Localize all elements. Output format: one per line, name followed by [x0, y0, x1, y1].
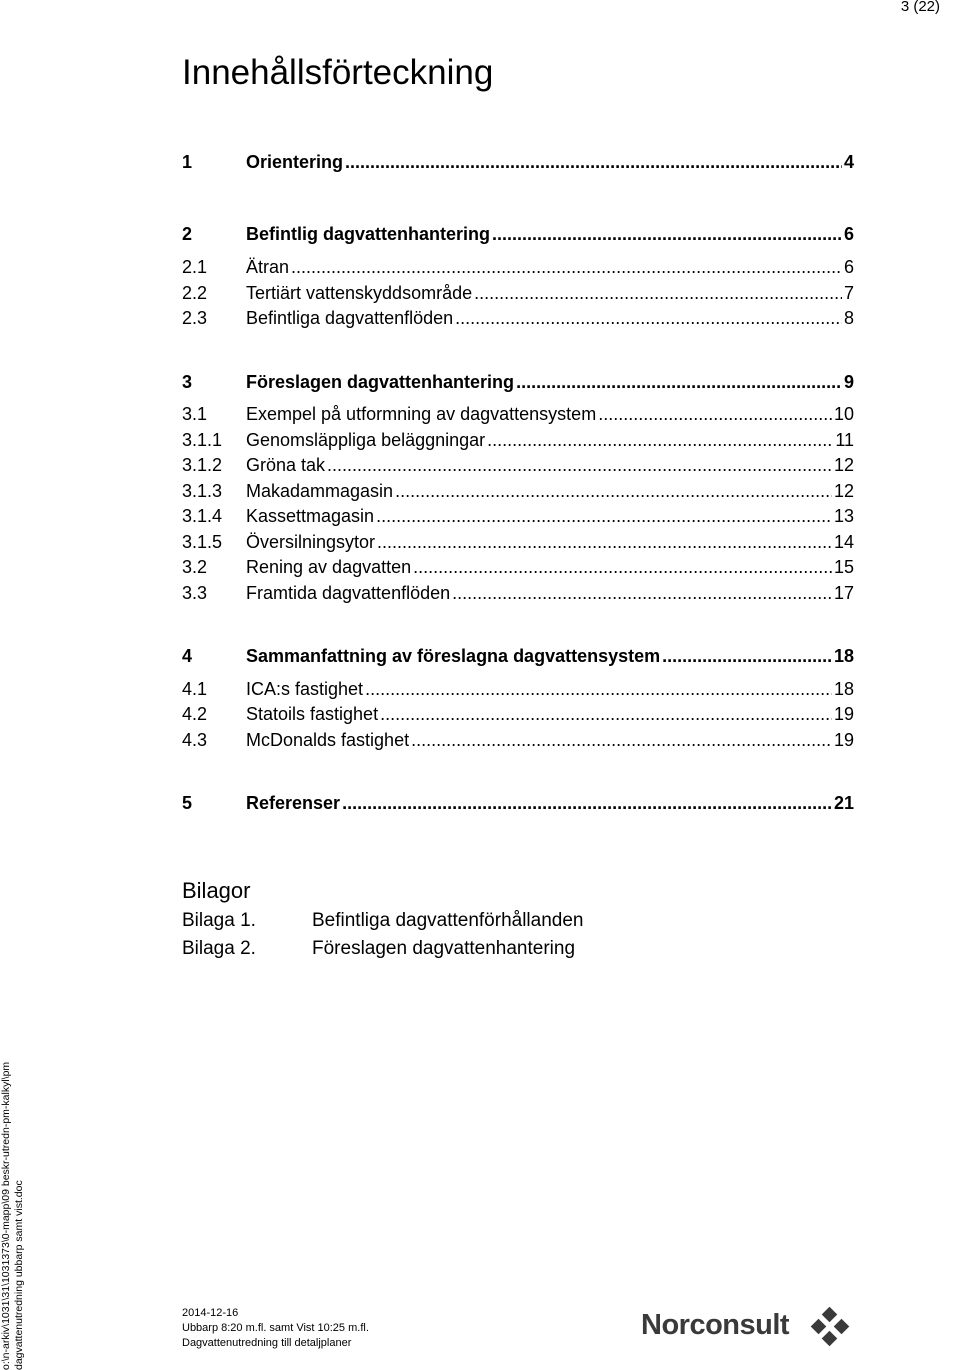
toc-entry-page: 17 [833, 583, 854, 603]
toc-entry-number: 4 [182, 646, 193, 666]
toc-entry-label: Makadammagasin [246, 481, 394, 501]
toc-entry-label: Gröna tak [246, 455, 326, 475]
toc-entry-label: Befintlig dagvattenhantering [246, 224, 491, 244]
toc-entry-label: Översilningsytor [246, 532, 376, 552]
toc-entry-label: Ätran [246, 257, 290, 277]
toc-entry-page: 12 [833, 455, 854, 475]
toc-dot-leader [662, 645, 832, 667]
toc-entry-page: 19 [833, 704, 854, 724]
toc-entry-page: 12 [833, 481, 854, 501]
toc-entry-page: 13 [833, 506, 854, 526]
file-path-line-2: dagvattenutredning ubbarp samt vist.doc [12, 1180, 25, 1370]
toc-entry-number: 5 [182, 793, 193, 813]
toc-entry-label: Kassettmagasin [246, 506, 375, 526]
diamond-logo-icon [809, 1307, 851, 1349]
toc-entry[interactable] [182, 429, 854, 451]
toc-entry[interactable] [182, 282, 854, 304]
appendix-title: Föreslagen dagvattenhantering [312, 938, 576, 959]
toc-entry-label: Exempel på utformning av dagvattensystem [246, 404, 597, 424]
toc-dot-leader [377, 531, 832, 553]
toc-entry-page: 19 [833, 730, 854, 750]
norconsult-logo [641, 1307, 851, 1347]
toc-dot-leader [455, 307, 842, 329]
toc-entry[interactable] [182, 371, 854, 393]
toc-entry[interactable] [182, 531, 854, 553]
toc-entry[interactable] [182, 403, 854, 425]
toc-entry[interactable] [182, 256, 854, 278]
toc-entry-page: 7 [843, 283, 854, 303]
toc-entry-page: 4 [843, 152, 854, 172]
toc-entry-label: Orientering [246, 152, 344, 172]
file-path-vertical [0, 1040, 25, 1370]
appendix-item [182, 937, 682, 961]
toc-entry-page: 21 [833, 793, 854, 813]
toc-entry-number: 3.1.2 [182, 455, 223, 475]
toc-entry-label: Rening av dagvatten [246, 557, 412, 577]
logo-wordmark: Norconsult [641, 1309, 790, 1341]
toc-entry-label: Föreslagen dagvattenhantering [246, 372, 515, 392]
toc-dot-leader [365, 678, 832, 700]
toc-dot-leader [492, 223, 842, 245]
appendix-id: Bilaga 2. [182, 938, 256, 959]
toc-entry-label: Sammanfattning av föreslagna dagvattensystem [246, 646, 661, 666]
toc-entry[interactable] [182, 223, 854, 245]
toc-entry-page: 6 [843, 257, 854, 277]
toc-entry-label: Statoils fastighet [246, 704, 379, 724]
toc-title: Innehållsförteckning [182, 53, 494, 92]
toc-entry-page: 14 [833, 532, 854, 552]
toc-entry-number: 3.1.4 [182, 506, 223, 526]
toc-dot-leader [516, 371, 842, 393]
appendix-title: Befintliga dagvattenförhållanden [312, 910, 584, 931]
toc-dot-leader [413, 556, 832, 578]
toc-entry-label: ICA:s fastighet [246, 679, 364, 699]
toc-entry-number: 1 [182, 152, 193, 172]
toc-entry[interactable] [182, 151, 854, 173]
page-number: 3 (22) [900, 0, 940, 15]
toc-entry[interactable] [182, 703, 854, 725]
footer-document: Dagvattenutredning till detaljplaner [182, 1337, 352, 1349]
toc-entry-number: 3 [182, 372, 193, 392]
toc-entry-label: McDonalds fastighet [246, 730, 410, 750]
toc-entry-label: Befintliga dagvattenflöden [246, 308, 454, 328]
toc-entry-label: Tertiärt vattenskyddsområde [246, 283, 473, 303]
toc-entry-number: 3.3 [182, 583, 208, 603]
toc-entry-number: 4.2 [182, 704, 208, 724]
toc-dot-leader [474, 282, 842, 304]
file-path-line-1: o:\n-arkiv\1031\31\1031373\0-mapp\09 beskr-utredn-pm-kalkyl\pm [0, 1061, 12, 1370]
appendices-heading: Bilagor [182, 878, 251, 903]
toc-dot-leader [376, 505, 832, 527]
toc-entry[interactable] [182, 678, 854, 700]
toc-dot-leader [487, 429, 833, 451]
appendix-id: Bilaga 1. [182, 910, 256, 931]
toc-entry-page: 18 [833, 646, 854, 666]
toc-dot-leader [598, 403, 832, 425]
toc-dot-leader [452, 582, 832, 604]
footer-project: Ubbarp 8:20 m.fl. samt Vist 10:25 m.fl. [182, 1322, 369, 1334]
toc-entry-number: 2.3 [182, 308, 208, 328]
toc-entry-page: 18 [833, 679, 854, 699]
toc-entry-number: 3.1.1 [182, 430, 223, 450]
toc-entry[interactable] [182, 480, 854, 502]
toc-dot-leader [395, 480, 832, 502]
toc-entry[interactable] [182, 729, 854, 751]
toc-entry-page: 10 [833, 404, 854, 424]
toc-entry-number: 3.1.5 [182, 532, 223, 552]
toc-entry[interactable] [182, 645, 854, 667]
toc-entry[interactable] [182, 307, 854, 329]
toc-entry-label: Genomsläppliga beläggningar [246, 430, 486, 450]
footer-date: 2014-12-16 [182, 1307, 239, 1319]
toc-entry-number: 3.2 [182, 557, 208, 577]
footer [182, 1306, 369, 1351]
toc-dot-leader [342, 792, 832, 814]
toc-entry[interactable] [182, 505, 854, 527]
toc-entry-page: 15 [833, 557, 854, 577]
toc-entry-number: 3.1 [182, 404, 208, 424]
toc-dot-leader [345, 151, 842, 173]
toc-entry-number: 4.3 [182, 730, 208, 750]
toc-entry[interactable] [182, 454, 854, 476]
toc-dot-leader [411, 729, 832, 751]
toc-entry[interactable] [182, 556, 854, 578]
toc-entry-number: 2.2 [182, 283, 208, 303]
toc-entry-number: 2 [182, 224, 193, 244]
toc-dot-leader [291, 256, 842, 278]
toc-entry[interactable] [182, 792, 854, 814]
toc-entry-number: 3.1.3 [182, 481, 223, 501]
toc-entry-number: 4.1 [182, 679, 208, 699]
toc-entry-label: Framtida dagvattenflöden [246, 583, 451, 603]
toc-entry-page: 8 [843, 308, 854, 328]
toc-dot-leader [327, 454, 832, 476]
toc-entry[interactable] [182, 582, 854, 604]
toc-dot-leader [380, 703, 832, 725]
toc-entry-number: 2.1 [182, 257, 208, 277]
appendix-item [182, 909, 682, 933]
toc-entry-page: 11 [835, 430, 854, 450]
toc-entry-label: Referenser [246, 793, 341, 813]
toc-entry-page: 9 [843, 372, 854, 392]
toc-entry-page: 6 [843, 224, 854, 244]
